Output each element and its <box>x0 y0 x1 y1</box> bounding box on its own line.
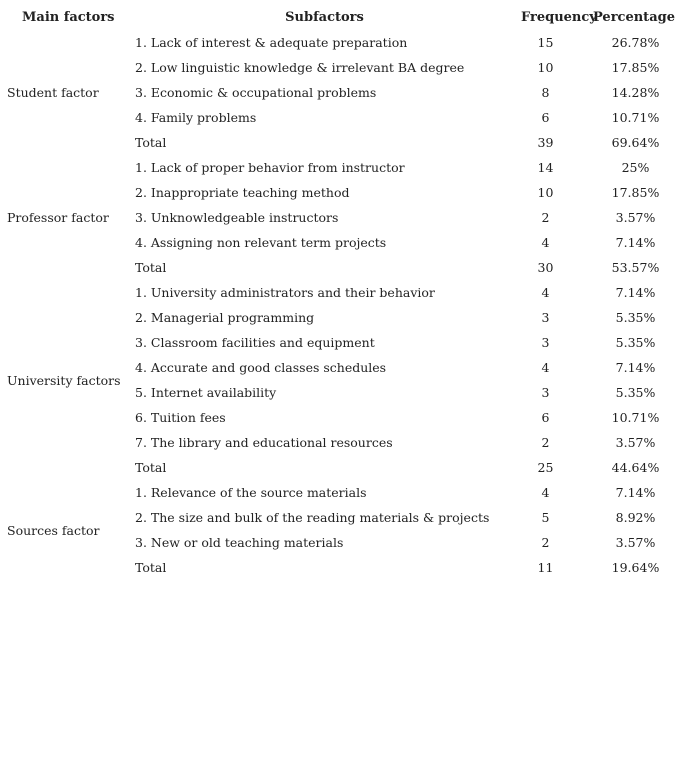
subfactor-cell: 3. Unknowledgeable instructors <box>135 210 339 225</box>
main-factor-cell: University factors <box>7 372 121 388</box>
frequency-cell: 4 <box>541 235 550 250</box>
subfactor-cell: Total <box>135 135 167 150</box>
percentage-cell: 5.35% <box>615 385 656 400</box>
percentage-cell: 17.85% <box>611 185 660 200</box>
frequency-cell: 39 <box>537 135 554 150</box>
percentage-cell: 7.14% <box>615 485 656 500</box>
subfactor-cell: 3. Classroom facilities and equipment <box>135 335 375 350</box>
percentage-cell: 3.57% <box>615 210 656 225</box>
percentage-cell: 5.35% <box>615 335 656 350</box>
percentage-cell: 3.57% <box>615 535 656 550</box>
subfactor-cell: 3. New or old teaching materials <box>135 535 344 550</box>
subfactor-cell: 2. Inappropriate teaching method <box>135 185 350 200</box>
subfactor-cell: 2. Low linguistic knowledge & irrelevant BA degree <box>135 60 465 75</box>
percentage-cell: 5.35% <box>615 310 656 325</box>
subfactor-cell: Total <box>135 460 167 475</box>
frequency-cell: 30 <box>537 260 554 275</box>
frequency-cell: 3 <box>541 385 550 400</box>
percentage-cell: 19.64% <box>611 560 660 575</box>
subfactor-cell: 4. Assigning non relevant term projects <box>135 235 387 250</box>
frequency-cell: 6 <box>541 410 550 425</box>
subfactor-cell: Total <box>135 560 167 575</box>
main-factor-cell: Professor factor <box>7 210 109 225</box>
frequency-cell: 3 <box>541 335 550 350</box>
frequency-cell: 5 <box>541 510 550 525</box>
subfactor-cell: 3. Economic & occupational problems <box>135 85 377 100</box>
subfactor-cell: 1. Relevance of the source materials <box>135 485 367 500</box>
percentage-cell: 69.64% <box>611 135 660 150</box>
table-row <box>0 30 682 55</box>
subfactor-cell: 1. Lack of interest & adequate preparation <box>135 35 408 50</box>
subfactor-cell: Total <box>135 260 167 275</box>
table-row <box>0 280 682 305</box>
percentage-cell: 44.64% <box>611 460 660 475</box>
main-factor-cell: Student factor <box>7 85 99 100</box>
table-row <box>0 155 682 180</box>
percentage-cell: 7.14% <box>615 285 656 300</box>
frequency-cell: 10 <box>537 60 554 75</box>
subfactor-cell: 4. Accurate and good classes schedules <box>135 360 387 375</box>
main-factor-cell: Sources factor <box>7 522 100 538</box>
percentage-cell: 8.92% <box>615 510 656 525</box>
frequency-cell: 4 <box>541 360 550 375</box>
percentage-cell: 7.14% <box>615 360 656 375</box>
percentage-cell: 25% <box>621 160 650 175</box>
percentage-cell: 17.85% <box>611 60 660 75</box>
subfactor-cell: 5. Internet availability <box>135 385 277 400</box>
frequency-cell: 2 <box>541 435 550 450</box>
subfactor-cell: 7. The library and educational resources <box>135 435 393 450</box>
subfactor-cell: 6. Tuition fees <box>135 410 226 425</box>
frequency-cell: 4 <box>541 485 550 500</box>
header-row <box>0 5 682 30</box>
frequency-cell: 11 <box>537 560 554 575</box>
table-body <box>0 30 682 580</box>
subfactor-cell: 2. Managerial programming <box>135 310 315 325</box>
subfactor-cell: 4. Family problems <box>135 110 257 125</box>
subfactor-cell: 1. University administrators and their behavior <box>135 285 435 300</box>
header-subfactors: Subfactors <box>285 10 364 25</box>
frequency-cell: 14 <box>537 160 554 175</box>
frequency-cell: 6 <box>541 110 550 125</box>
frequency-cell: 3 <box>541 310 550 325</box>
percentage-cell: 3.57% <box>615 435 656 450</box>
percentage-cell: 10.71% <box>611 110 660 125</box>
subfactor-cell: 2. The size and bulk of the reading materials & projects <box>135 510 490 525</box>
percentage-cell: 53.57% <box>611 260 660 275</box>
factors-table <box>0 5 682 580</box>
header-percentage: Percentage <box>593 10 675 25</box>
table-row <box>0 480 682 505</box>
frequency-cell: 10 <box>537 185 554 200</box>
frequency-cell: 2 <box>541 535 550 550</box>
header-main-factors: Main factors <box>22 10 115 25</box>
frequency-cell: 4 <box>541 285 550 300</box>
subfactor-cell: 1. Lack of proper behavior from instructor <box>135 160 405 175</box>
percentage-cell: 14.28% <box>611 85 660 100</box>
percentage-cell: 26.78% <box>611 35 660 50</box>
frequency-cell: 2 <box>541 210 550 225</box>
percentage-cell: 10.71% <box>611 410 660 425</box>
header-frequency: Frequency <box>521 10 597 25</box>
frequency-cell: 25 <box>537 460 554 475</box>
percentage-cell: 7.14% <box>615 235 656 250</box>
frequency-cell: 8 <box>541 85 550 100</box>
frequency-cell: 15 <box>537 35 554 50</box>
